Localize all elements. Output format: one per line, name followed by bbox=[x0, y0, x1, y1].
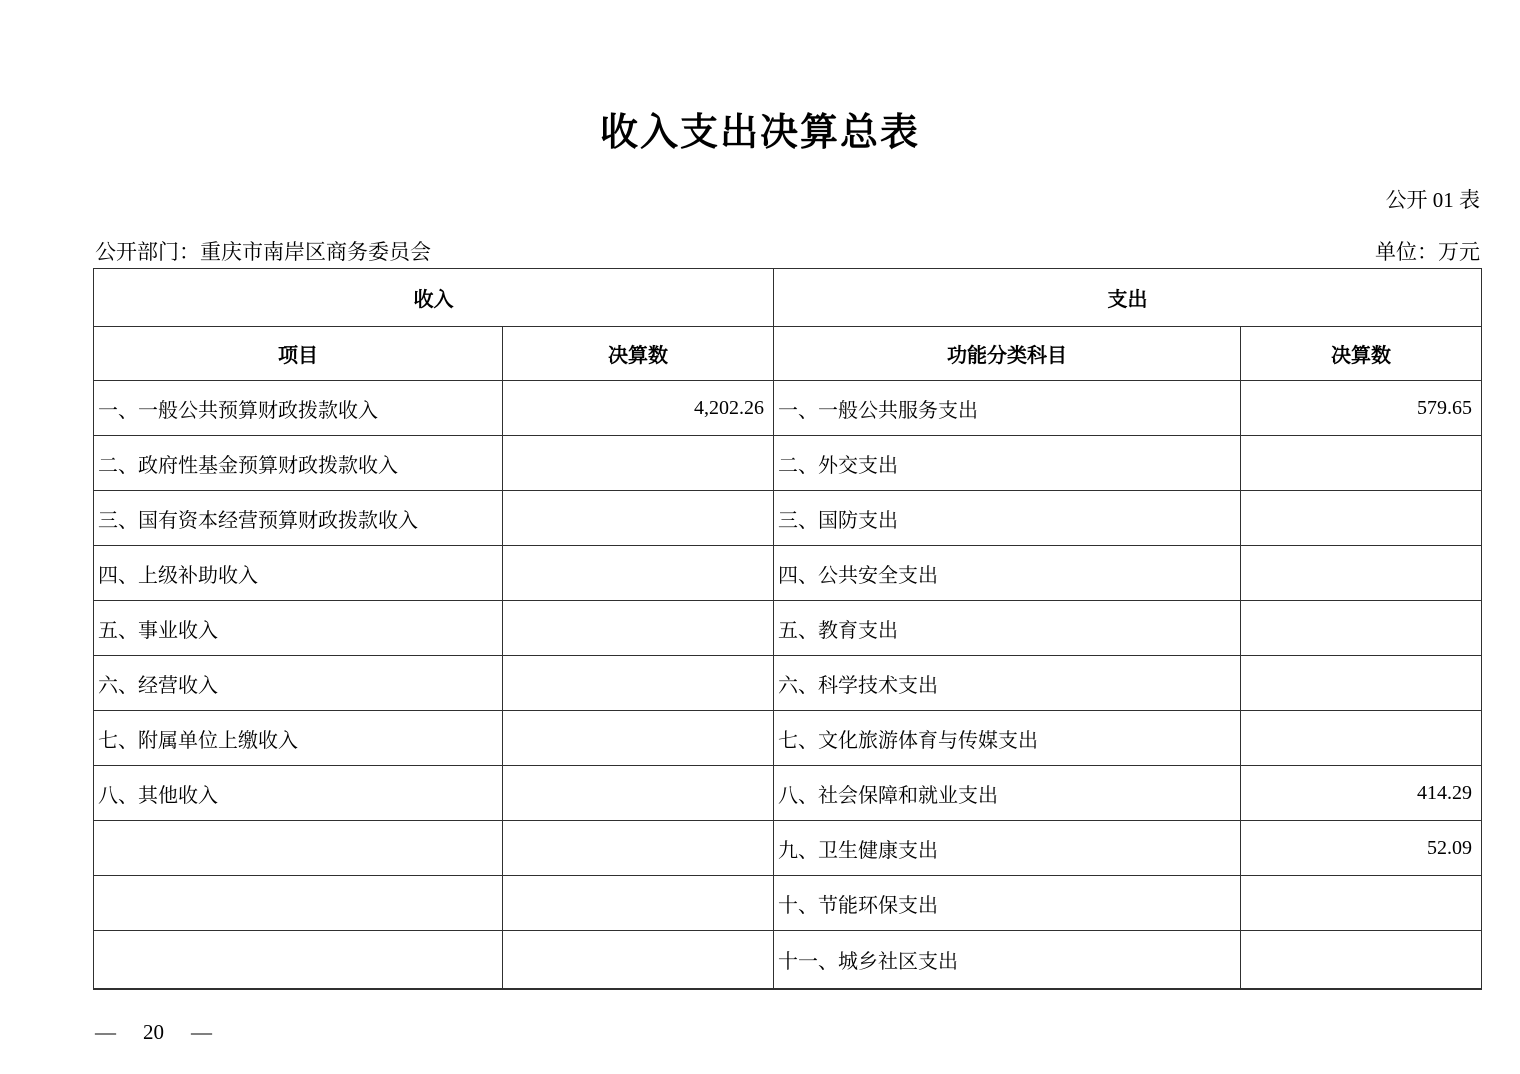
income-item-cell: 一、一般公共预算财政拨款收入 bbox=[94, 381, 503, 436]
table-row bbox=[94, 491, 1482, 546]
income-item-column-header: 项目 bbox=[94, 327, 503, 381]
table-row bbox=[94, 656, 1482, 711]
income-value-cell bbox=[503, 436, 774, 491]
income-item-cell: 四、上级补助收入 bbox=[94, 546, 503, 601]
income-value-cell bbox=[503, 546, 774, 601]
expense-value-cell: 414.29 bbox=[1241, 766, 1482, 821]
income-value-cell bbox=[503, 876, 774, 931]
table-row bbox=[94, 381, 1482, 436]
income-item-cell bbox=[94, 931, 503, 989]
column-header-row bbox=[94, 327, 1482, 381]
footer-dash-right: — bbox=[191, 1020, 212, 1044]
income-value-cell bbox=[503, 931, 774, 989]
expense-item-cell: 十一、城乡社区支出 bbox=[774, 931, 1241, 989]
income-value-cell bbox=[503, 766, 774, 821]
expense-value-cell: 579.65 bbox=[1241, 381, 1482, 436]
table-row bbox=[94, 711, 1482, 766]
table-row bbox=[94, 821, 1482, 876]
budget-summary-table bbox=[93, 268, 1482, 990]
page-title: 收入支出决算总表 bbox=[599, 112, 920, 154]
expense-item-column-header: 功能分类科目 bbox=[774, 327, 1241, 381]
expense-item-cell: 三、国防支出 bbox=[774, 491, 1241, 546]
income-item-cell bbox=[94, 876, 503, 931]
income-value-cell bbox=[503, 601, 774, 656]
expense-item-cell: 九、卫生健康支出 bbox=[774, 821, 1241, 876]
expense-section-header: 支出 bbox=[774, 269, 1482, 327]
expense-item-cell: 六、科学技术支出 bbox=[774, 656, 1241, 711]
table-row bbox=[94, 436, 1482, 491]
income-section-header: 收入 bbox=[94, 269, 774, 327]
table-row bbox=[94, 546, 1482, 601]
page-footer bbox=[95, 1020, 212, 1045]
expense-value-cell bbox=[1241, 876, 1482, 931]
income-value-cell bbox=[503, 711, 774, 766]
income-value-cell bbox=[503, 656, 774, 711]
expense-item-cell: 七、文化旅游体育与传媒支出 bbox=[774, 711, 1241, 766]
expense-item-cell: 四、公共安全支出 bbox=[774, 546, 1241, 601]
table-code-label: 公开 01 表 bbox=[1385, 188, 1480, 212]
income-item-cell: 三、国有资本经营预算财政拨款收入 bbox=[94, 491, 503, 546]
expense-item-cell: 五、教育支出 bbox=[774, 601, 1241, 656]
expense-item-cell: 八、社会保障和就业支出 bbox=[774, 766, 1241, 821]
table-row bbox=[94, 601, 1482, 656]
expense-value-cell bbox=[1241, 491, 1482, 546]
expense-value-cell bbox=[1241, 656, 1482, 711]
table-row bbox=[94, 876, 1482, 931]
expense-item-cell: 二、外交支出 bbox=[774, 436, 1241, 491]
income-item-cell: 六、经营收入 bbox=[94, 656, 503, 711]
expense-value-cell bbox=[1241, 601, 1482, 656]
income-item-cell: 八、其他收入 bbox=[94, 766, 503, 821]
expense-value-column-header: 决算数 bbox=[1241, 327, 1482, 381]
income-value-column-header: 决算数 bbox=[503, 327, 774, 381]
expense-value-cell bbox=[1241, 546, 1482, 601]
section-header-row bbox=[94, 269, 1482, 327]
expense-value-cell: 52.09 bbox=[1241, 821, 1482, 876]
unit-label: 单位：万元 bbox=[1375, 240, 1480, 264]
table-row bbox=[94, 766, 1482, 821]
page-number: 20 bbox=[143, 1020, 164, 1044]
expense-value-cell bbox=[1241, 711, 1482, 766]
expense-value-cell bbox=[1241, 931, 1482, 989]
footer-dash-left: — bbox=[95, 1020, 116, 1044]
department-label: 公开部门：重庆市南岸区商务委员会 bbox=[95, 240, 431, 264]
expense-item-cell: 十、节能环保支出 bbox=[774, 876, 1241, 931]
meta-row bbox=[95, 236, 1480, 266]
expense-value-cell bbox=[1241, 436, 1482, 491]
income-value-cell: 4,202.26 bbox=[503, 381, 774, 436]
table-row bbox=[94, 931, 1482, 989]
income-item-cell: 七、附属单位上缴收入 bbox=[94, 711, 503, 766]
income-item-cell: 二、政府性基金预算财政拨款收入 bbox=[94, 436, 503, 491]
income-value-cell bbox=[503, 821, 774, 876]
income-value-cell bbox=[503, 491, 774, 546]
income-item-cell bbox=[94, 821, 503, 876]
income-item-cell: 五、事业收入 bbox=[94, 601, 503, 656]
expense-item-cell: 一、一般公共服务支出 bbox=[774, 381, 1241, 436]
